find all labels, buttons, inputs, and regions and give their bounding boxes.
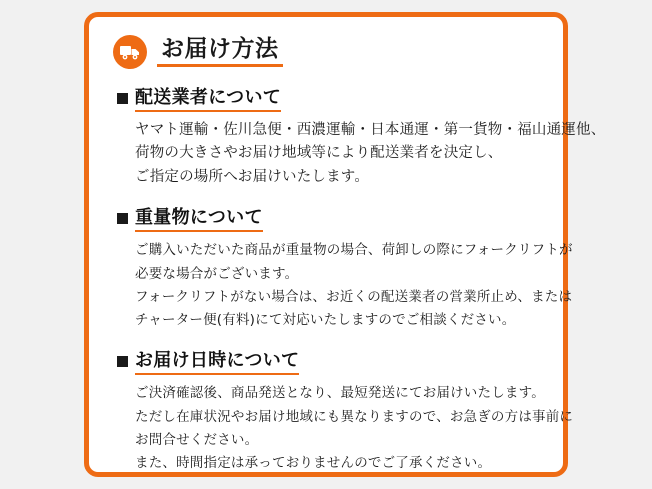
section-heading	[117, 203, 543, 232]
section-body	[135, 119, 606, 189]
body-line: また、時間指定は承っておりませんのでご了承ください。	[135, 454, 492, 471]
body-line: お問合せください。	[135, 431, 259, 448]
body-line: 荷物の大きさやお届け地域等により配送業者を決定し、	[135, 145, 503, 162]
delivery-truck-icon	[113, 35, 147, 69]
section-title: 重量物について	[135, 203, 263, 232]
section-heavy-goods	[111, 203, 573, 332]
card-header	[113, 35, 543, 69]
body-line: ヤマト運輸・佐川急便・西濃運輸・日本通運・第一貨物・福山通運他、	[135, 122, 606, 138]
section-heading	[117, 346, 543, 375]
section-title: 配送業者について	[135, 83, 281, 112]
body-line: ご購入いただいた商品が重量物の場合、荷卸しの際にフォークリフトが	[135, 242, 573, 259]
section-heading	[117, 83, 543, 112]
square-bullet-icon	[117, 93, 128, 104]
square-bullet-icon	[117, 213, 128, 224]
page-title: お届け方法	[157, 37, 283, 67]
body-line: ただし在庫状況やお届け地域にも異なりますので、お急ぎの方は事前に	[135, 408, 574, 425]
section-title: お届け日時について	[135, 346, 299, 375]
body-line: ご決済確認後、商品発送となり、最短発送にてお届けいたします。	[135, 385, 545, 402]
body-line: フォークリフトがない場合は、お近くの配送業者の営業所止め、または	[135, 288, 573, 305]
square-bullet-icon	[117, 356, 128, 367]
body-line: チャーター便(有料)にて対応いたしますのでご相談ください。	[135, 312, 516, 329]
section-body	[135, 239, 573, 332]
shipping-info-card	[84, 12, 606, 477]
body-line: ご指定の場所へお届けいたします。	[135, 168, 370, 185]
section-body	[135, 382, 574, 475]
section-shipping-carrier	[111, 83, 606, 189]
body-line: 必要な場合がございます。	[135, 265, 299, 282]
section-delivery-datetime	[111, 346, 574, 475]
